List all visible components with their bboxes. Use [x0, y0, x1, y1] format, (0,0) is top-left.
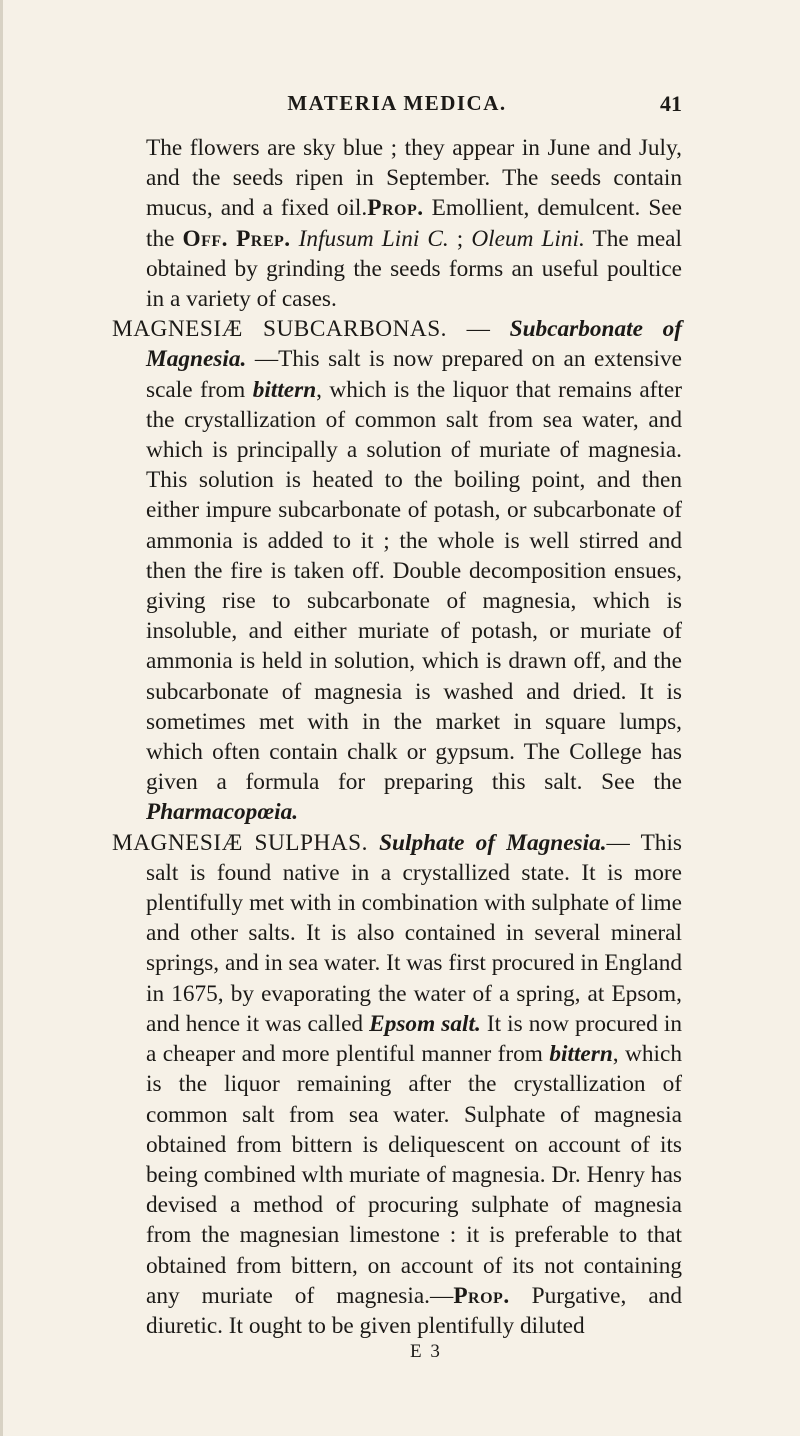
english-name-dash: —: [246, 346, 279, 373]
flax-sentence-2: The meal obtained by grinding the seeds forms an useful poultice in a variety of cases.: [146, 225, 682, 313]
off-label: Off.: [182, 225, 229, 252]
entry-magnesiae-sulphas: [112, 828, 682, 1341]
sulphas-text-3: , which is the liquor remaining after the crystallization of common salt from sea water. Sulphate of magnesia obtained from bittern is deliquescent on account of its being combined wlth muriate of magnesia. Dr. Henry has devised a method of procuring sulphate of magnesia from the magnesian limestone : it is preferable to that obtained from bittern, on account of its not containing any muriate of magnesia.—: [146, 1041, 682, 1309]
prep-separator: ;: [448, 225, 472, 252]
page-number: 41: [660, 91, 682, 116]
pharmacopoeia-term: Pharmacopœia.: [146, 799, 299, 826]
headword-dash: —: [447, 316, 510, 343]
subcarbonas-text-1: This salt is now prepared on an extensive scale from: [146, 346, 682, 403]
prop-label: Prop.: [453, 1282, 510, 1309]
entry-magnesiae-subcarbonas: [112, 314, 682, 827]
flax-sentence-1: The flowers are sky blue ; they appear in June and July, and the seeds ripen in September. The seeds contain mucus, and a fixed oil.: [146, 135, 682, 222]
headword-sulphas: MAGNESIÆ SULPHAS.: [112, 829, 368, 856]
subcarbonas-text-2: , which is the liquor that remains after the crystallization of common salt from sea water, and which is principally a solution of muriate of magnesia. This solution is heated to the boiling point, and then either impure subcarbonate of potash, or subcarbonate of ammonia is added to it ; the whole is well stirred and then the fire is taken off. Double decomposition ensues, giving rise to subcarbonate of magnesia, which is insoluble, and either muriate of potash, or muriate of ammonia is held in solution, which is drawn off, and the subcarbonate of magnesia is washed and dried. It is sometimes met with in the market in square lumps, which often contain chalk or gypsum. The College has given a formula for preparing this salt. See the: [146, 376, 683, 796]
sulphas-text-1: This salt is found native in a crystallized state. It is more plentifully met with in combination with sulphate of lime and other salts. It is also contained in several mineral springs, and in sea water. It was first procured in England in 1675, by evaporating the water of a spring, at Epsom, and hence it was called: [146, 829, 682, 1037]
sulphas-text-2: It is now procured in a cheaper and more plentiful manner from: [146, 1010, 682, 1068]
bittern-term: bittern: [252, 376, 317, 403]
prop-text: Emollient, demulcent. See the: [146, 195, 682, 252]
english-name-dash: —: [606, 829, 630, 856]
bittern-term: bittern: [549, 1041, 613, 1068]
english-name-sulphate: Sulphate of Magnesia.: [379, 829, 607, 856]
english-name-subcarbonate: Subcarbonate of Magnesia.: [146, 316, 682, 373]
flax-paragraph: [146, 133, 682, 314]
prep-oleum: Oleum Lini.: [471, 225, 585, 252]
sulphas-text-4: Purgative, and diuretic. It ought to be given plentifully diluted: [146, 1282, 682, 1339]
epsom-salt-term: Epsom salt.: [369, 1010, 481, 1037]
headword-subcarbonas: MAGNESIÆ SUBCARBONAS.: [112, 316, 448, 343]
page-header: [112, 91, 682, 121]
body-text: [112, 133, 682, 1363]
running-head: MATERIA MEDICA.: [287, 91, 507, 115]
book-page: [112, 91, 682, 1363]
prep-label: Prep.: [236, 225, 291, 252]
page-edge: [0, 0, 3, 1436]
prep-infusum: Infusum Lini C.: [298, 225, 449, 252]
signature-mark: E 3: [410, 1341, 442, 1363]
prop-label: Prop.: [367, 195, 424, 222]
